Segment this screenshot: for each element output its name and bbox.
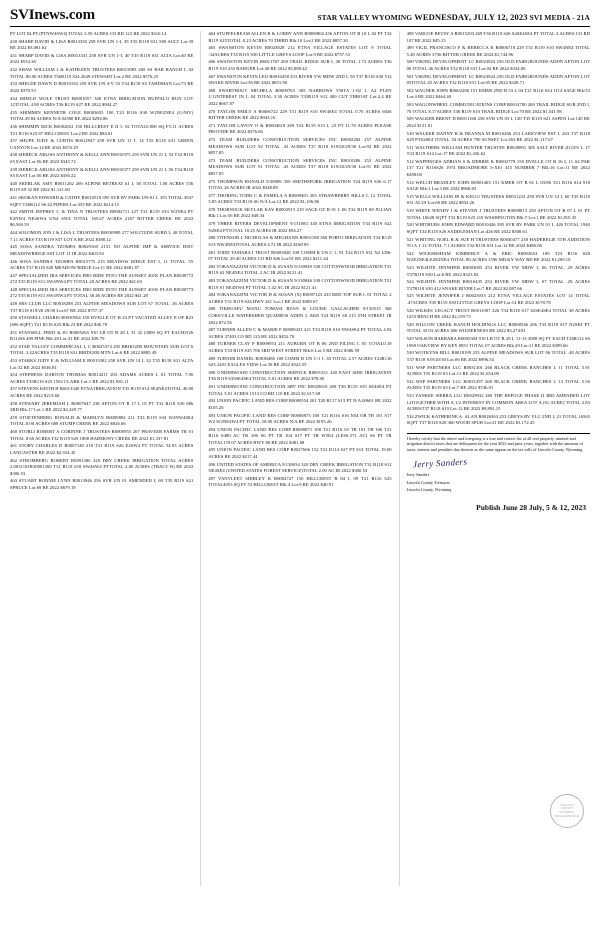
delinquent-tax-entry: 489 TURNER DANIEL R0030486 100 COMM R UN C-1 I, 30 TOTAL 2.57 ACRES T24R116 S23 2281 EAGLES VIEW Lot:30 RE 2022 $522.55 (208, 355, 392, 368)
delinquent-tax-entry: 431 SHARP DAVID & LISA R0013331 258 SVR UN 1-I, 40 T35 R118 S31 ALTA Lot:40 RE 2022 $534.36 (10, 52, 194, 65)
delinquent-tax-entry: 452 STAR VALLEY COMMERCIAL I, C R0025374 205 BRIKGER MOUNTAIN SUB LOT 6 TOTAL 3.42ACRES T35 R118 S31 BRIDGER MTN Lot:6 RE 2022 $885.49 (10, 343, 194, 356)
delinquent-tax-entry: 503 WAGONWHEEL COMMUNICATIONS CORP R0014700 269 TRAIL RIDGE SUB 2ND I, 70 TOTAL 8.17ACRES T36 R119 S10 TRAIL RIDGE Lot:70 RE 2022 $1,541.98 (406, 102, 590, 114)
delinquent-tax-entry: 499 VIGIL FRANCISCO F & REBECCA K R0006718 229 T31 R119 S10 SW4NE4 TOTAL 5.40 ACRES 3736 BITTER CREEK RE 2022 $1,744.96 (406, 45, 590, 57)
delinquent-tax-entry: 464 STUFFELBEAM ALLEN R & LORRY ANN R0000804 256 AFTON OT B 10 I, 02 PT T32 R119 S25TOTAL 0.23 ACRES 70 THIRD Blk:10 Lot:2 RE 2022 $857.30 (208, 31, 392, 43)
delinquent-tax-entry: 439 SIEBECK ARLISS ANTHONY & KELLI ANN R0010377 259 SVR UN 21 I, 56 T34 R118 S5 EAST Lot:56 RE 2022 $356.22 (10, 166, 194, 179)
delinquent-tax-entry: 528 WILLOW CREEK RANCH HOLDINGS LLC R0008546 206 T33 R118 S17 N2SE4 PT TOTAL 35.03 ACRES 406 WILDERNESS RE 2022 $3,274.81 (406, 321, 590, 334)
delinquent-tax-entry: 479 THREE RIVERS DEVELOPMENT 9/131083 340 ETNA IRRIGATION T34 R119 S22 N2SE4 PTTOTAL 10.25 ACRES IR 2022 $94.27 (208, 221, 392, 233)
delinquent-tax-entry: 501 VIKING DEVELOPMENT LC R0023824 250 OLD FAIRGROUNDS ADDN AFTON LOT 05TOTAL.45 ACRES T32 R118 S31 Lot:05 RE 2022 $328.71 (406, 73, 590, 86)
delinquent-tax-entry: 520 WHITHURS JOHN EDWARD R0010426 395 SVR RV PARK UN 01 I, 426 TOTAL 1940 SQFT T34 R118 S26 SADDLEMAN Lot:426 RE 2022 $308.61 (406, 222, 590, 234)
column-2-entries (208, 31, 391, 489)
delinquent-tax-entry: 523 WILHITE JENNIFER R0003005 253 RIVER VW MDW I, 06 TOTAL .29 ACRES T37R119 S30 Lot:6 RE 2022 $323.82 (406, 265, 590, 277)
delinquent-tax-entry: 531 WSP PARTNERS LLC R0031301 260 BLACK CREEK RANCHES I, 11 TOTAL 5.91 ACRES T35 R119 S3 Lot:11 RE 2022 $1,654.09 (406, 364, 590, 377)
delinquent-tax-entry: 497 VANVLEET SHIRLEY K R0002727 150 HILLCREST B 04 I, 09 T21 R116 S25 TOTAL4053 SQ FT 53 HILLCREST Blk:4 Lot:9 RE 2022 $40.91 (208, 475, 392, 488)
delinquent-tax-entry: 434 SHIELD WOLF TRUST R0001057 340 ETNA IRRIGATION BUFFALO RUN LOT 12TOTAL 4.98 ACRES T36 R119 S27 RE 2022 $944.27 (10, 95, 194, 108)
delinquent-tax-entry: 467 SWANSTON KEVIN LEO R0016458 253 RIVER VW MDW 2ND I, 56 T37 R118 S30 512 SNAKE RIVER Lot:56 RE 2022 $651.90 (208, 73, 392, 86)
certification-note: I hereby certify that the above and foregoing is a true and correct list of all real property, mineral and irrigation district taxes that are delinquent for the year 2022 and prior years, together with the amounts of taxes, interest and penalties due thereon as the same appear on the tax rolls of Lincoln County, Wyoming. (406, 435, 584, 453)
delinquent-tax-entry: 478 THORNOCK SKYLAR KAY R0002915 219 SAGE OT B 01 L 06 T32 R119 S8 JULIAN Blk:1 Lot:56 RE 2022 $48.34 (208, 206, 392, 219)
delinquent-tax-entry: 525 WILHITE JENNIFER I R0023033 212 ETNA VILLAGE ESTATES LOT 14 TOTAL .47ACRES T35 R119 S30 LITTLE GREYS LOOP Lot:14 RE 2022 $178.78 (406, 293, 590, 305)
delinquent-tax-entry: 492 UNION PACIFIC LAND RES CORP R0000554 201 T20 R117 S13 PT N/A 00601 RE 2022 $105.26 (208, 398, 392, 410)
delinquent-tax-entry: 457 STEVENS KEITH H R0013340 ETNA IRRIGATION T35 R119 S14 SE4NE4TOTAL 40.00 ACRES RE 2022 $213.60 (10, 386, 194, 398)
delinquent-tax-entry: 444 SOLOMON JON J & LISA L TRUSTEES R0030989 277 SOLITUDE SUBD I, 40 TOTAL 7.11 ACRES T33 R119 S37 LOT A RE 2022 $388.12 (10, 230, 194, 242)
delinquent-tax-entry: 533 YANKEE SIERRA LLC R0029932 269 THE REFUGE PHASE II 3RD AMENDED LOT 12TOGETHER WITH A 1/2 INTEREST IN COMMON AREA LOT A (01 ACRE) TOTAL 2.83 ACREST37 R118 S19 Lot:12 RE 2022 $9,892.15 (406, 392, 590, 412)
columns-container (10, 31, 590, 886)
delinquent-tax-entry: 495 UNION PACIFIC LAND RES CORP R0027666 152 T21 R114 S27 PT S14 TOTAL 19.00 ACRES RE 2022 $217.44 (208, 447, 392, 459)
delinquent-tax-entry: 480 TITENSOR I. NICHOLAS & MEGHANN R0091180 360 PORTO IRRIGATION T34 R119 S13 NW4NE4TOTAL ACRES 4.72 IR 2022 $168.09 (208, 235, 392, 247)
delinquent-tax-entry: 498 VARCOE BETSY A R0015293 269 T36 R119 S26 S2SE4SE4 PT TOTAL 5.ACRES CO RD 107 RE 2022 $45.15 (406, 31, 590, 43)
delinquent-tax-entry: 515 WELLS WILLIAM JR & KELCI TRUSTEES R0031233 258 SVR UN 14 I, 60 T35 R118 S31 ALTA Lot:60 RE 2022 $833.26 (406, 193, 590, 206)
delinquent-tax-entry: 447 SPECIALIZED IRA SERVICES FBO RIDE INTO THE SUNSET 401K PLAN R0030772 272 T35 R119 S11 SW4NW4 PT TOTAL 20 ACRES RE 2022 $41.63 (10, 272, 194, 285)
certification-block (407, 433, 590, 493)
delinquent-tax-entry: 451 STANSELL FRED & JO R0005265 910 LB OT B 28 I, 31 32 (3000 SQ FT EACH)T26 R112S6 489 PINE Blk:28 Lot:31 RE 2022 $38.79 (10, 329, 194, 342)
delinquent-tax-entry: 524 WILHITE JENNIFER R0016435 253 RIVER VW MDW I, 07 TOTAL .29 ACRES T37R118 S30 412 SNAKE RIVER Lot:7 RE 2022 $2,087.66 (406, 279, 590, 291)
delinquent-tax-entry: 435 SHIMMIN KENNETH COLE R0003655 100 T23 R116 S30 W2NE2NE4 (G-NIV) TOTAL39.84 ACRES N/A 02580 RE 2022 $294.86 (10, 109, 194, 122)
delinquent-tax-entry: 534 ZWICK KATHERINE A: ALAN R0026363 253 GREYS RV VLG 2ND I, 21 TOTAL 16565 SQFT T37 R118 S20 360 WOOD SPUR Lot:21 RE 2022 $3,172.45 (406, 413, 590, 426)
masthead-section: SVI MEDIA - 21A (529, 13, 590, 22)
delinquent-tax-entry: 470 TAYLOR EMILY A R0006722 229 T31 R119 S10 SW4SE4 TOTAL 0.70 ACRES 6026 BITTER CREEK RE 2022 $943.16 (208, 108, 392, 121)
delinquent-tax-entry: 475 THOMPSON RONALD 9/30009 350 SMITHSFORK IRRIGATION T24 R119 S36 6.17 TOTAL 26 ACRES IR 2022 $348.89 (208, 178, 392, 191)
delinquent-tax-entry: 514 WELCH BRADLEY JOHN R0001463 151 KMER OT B 01 L 03/86 T21 R116 S14 918 SAGE Blk:1 Lot:3 RE 2022 $968.83 (406, 179, 590, 192)
masthead-meta (317, 12, 590, 23)
delinquent-tax-entry: 496 UNITED STATES OF AMERICA 9/130034 320 DRY CREEK IRRIGATION T31 R118 S12 NE4SE4 (UNITED STATES FOREST SERVICE)TOTAL 2.00 AC IR 2022 $300.53 (208, 461, 392, 474)
delinquent-tax-entry: 486 TIKRUAFU MANU TOMASI RYAN & LOUISE GALLAGHER 9/130515 360 COKEVILLE WATERSHED QUADROS ADDN I, 0405 T24 R119 S8 215 5TH STREET IR 2022 $72.56 (208, 306, 392, 325)
column-3-entries (407, 31, 590, 427)
delinquent-tax-entry: 482 TOKANAZZINI VICTOR D & SUSAN 9/130849 330 COTTONWOOD IRRIGATION T31 R119 S2 NE4NE4 TOTAL 2 AC IR 2022 $121.41 (208, 263, 392, 276)
delinquent-tax-entry: 509 WALKER BRENT D R0011168 258 SVR UN 03 I, 120 T35 R119 S21 ASPEN Lot:120 RE 2022 $121.01 (406, 116, 590, 128)
delinquent-tax-entry: 532 WSP PARTNERS LLC R0031297 260 BLACK CREEK RANCHES I, 13 TOTAL 5.56 ACRES T35 R119 S3 Lot:7 RE 2022 $746.91 (406, 378, 590, 391)
delinquent-tax-entry: Jerry Sanders (406, 472, 430, 478)
masthead-paper: STAR VALLEY WYOMING (317, 13, 413, 22)
delinquent-tax-entry: 519 WHITE WENDY I & STEVEN J TRUSTEES R0009813 250 AFTON OT B 07 L 01 PT TOTAL 16628 SQFT T32 R119 S25 210 WASHINGTON Blk:7 Lot:1 RE 2022 $1,810.35 (406, 208, 590, 220)
delinquent-tax-entry: 438 SIEBECK ARLISS ANTHONY & KELLI ANN R0010375 259 SVR UN 21 I, 54 T34 R118 S5 EAST Lot:56 RE 2022 $345.72 (10, 152, 194, 164)
delinquent-tax-entry: 461 STORY CHARLES D R0007140 218 T31 R119 S26 E2SW4 PT TOTAL 54.93 ACRES LANCASTER RE 2022 $2,354.45 (10, 443, 194, 455)
delinquent-tax-entry: 511 WALTHERS WILLIAM HUNTER TRUSTEE R0028891 385 SALT RIVER (IG)TS I, 17 T33 R119 S14 Lot:17 RE 2022 $1,436.62 (406, 144, 590, 157)
delinquent-tax-entry: 526 WILKES LEGACY TRUST R0011007 226 T34 R118 S17 S2SE4SE4 TOTAL 30 ACRES 1253 BENCH RE 2022 $2,159.75 (406, 307, 590, 320)
delinquent-tax-entry: 477 THORING TODD C & PAMELA A R0009401 205 STRAWBERRY HILLS I, 12 TOTAL 5.85 ACRES T33 R118 S6 N/A Lot:12 RE 2022 $1,106.86 (208, 192, 392, 205)
column-1-entries (10, 31, 193, 491)
delinquent-tax-entry: 468 SWARTHOUT MICHELA R0009763 305 NARROWS VISTA 1-02 I, A2 PLEN 1/12NTEREST IN L 04 TOTAL 3.30 ACRES T33R119 S12 400 CUT THROAT Lot:2,4 RE 2022 $667.87 (208, 87, 392, 106)
divider (407, 433, 590, 434)
delinquent-tax-entry: 502 WAGNER JOHN R0002286 151 KMER 2ND B 53 L 04 T21 R116 S24 1114 SAGE Blk:53 Lot:4 RE 2022 $464.40 (406, 87, 590, 100)
masthead-title: SVInews.com (10, 7, 95, 23)
signature-lines (407, 472, 590, 493)
delinquent-tax-entry: 430 SHARP DAVID & LISA R0013330 258 SVR UN 1-I, 39 T35 R118 S31 580 AULT Lot:39 RE 2022 $3,081.62 (10, 38, 194, 51)
delinquent-tax-entry: 522 WICKERSHAM KIMBERLY A & ERIC R0003654 100 T23 R116 S28 W2E2NE4LE2E2NE4 TOTAL 80.ACRES 1596 MILKY WAY RD RE 2022 $1,269.10 (406, 250, 590, 263)
delinquent-tax-entry: 466 SWANSTON KEVIN R0011767 269 TRAIL RIDGE SUB I, 40 TOTAL 1.73 ACRES T36 R119 S10 233 BADGER Lot:40 RE 2022 $5,889.42 (208, 59, 392, 71)
delinquent-tax-entry: 488 TURNER CLAY P R0009953 211 AUBURN OT B 06 2ND FILING I, 05 TOTAL0.18 ACRES T33 R119 S35 706 3RD WEST STREET Blk:6 Lot:5 RE 2022 $386.59 (208, 341, 392, 353)
column-2 (200, 31, 391, 886)
delinquent-tax-entry: 449 SRS CLUB LLC R0018288 253 ALPINE MEADOWS SUB LOT 67 TOTAL .36 ACRES T37 R118 S19/20 29/30 Lot:67 RE 2022 $757.37 (10, 301, 194, 313)
delinquent-tax-entry: 463 STUART BONNIE LYNN R0013946 256 SVR UN 01 AMENDED I, 69 T35 R119 S21 SPRUCE Lot:69 RE 2022 $679.19 (10, 478, 194, 490)
delinquent-tax-entry: 450 STANSELL CHARIS R0030564 150 DVELLE OT B 23 PT VACATED ALLEY E OF B23 (606 SQFT) T21 R116 S25 Blk:23 RE 2022 $46.78 (10, 315, 194, 327)
delinquent-tax-entry: 440 SKERLAK AMY R0011262 269 ALPINE RETREAT #1 I, 38 TOTAL 1.00 ACRES T36 R119 S9 32 RE 2022 $1,121.60 (10, 180, 194, 193)
delinquent-tax-entry: Lincoln County, Wyoming (406, 486, 452, 492)
delinquent-tax-entry: 460 STORLI ROBERT A CORINNE J TRUSTEES R0000955 207 PRAVEER FARMS TR 01 TOTAL 8.60 ACRES T32 R119 S29 1808 HARMONY CREEK RE 2022 $1,337.81 (10, 429, 194, 441)
delinquent-tax-entry: 481 TODD TAMARA I TRUST R0003828 100 COMM R UN C 1, 91 T24 R115 S31 N2 LD6-07 TOTAL 39.40 ACRES CO RD 306 Lot:91 RE 2022 $211.44 (208, 249, 392, 262)
delinquent-tax-entry: 471 TAYLOR LAVOY O & R0004618 269 T24 R119 S13 I, 23 PT 11.70 ACRES PLEASE PROVIDE RE 2022 $376.06 (208, 122, 392, 135)
delinquent-tax-entry: 529 WILSON BARBARA R0005304 910 LB OT B 29 I, 11-13 3000 SQ FT EACH T26R112 S6 1969 OAKVIEW BY KEY 0851 TOTAL 07 ACRES Blk:29 Lot:11 RE 2022 $389.66 (406, 336, 590, 348)
delinquent-tax-entry: 473 TEAM BUILDERS CONSTRUCTION SERVICES INC R0010286 253 ALPINE MEADOWS SUB LOT 91 TOTAL .43 ACRES T37 R118 S19/20/29/30 Lot:91 RE 2022 $857.05 (208, 157, 392, 176)
delinquent-tax-entry: 484 TOKANAZZINI VICTOR D & SUSAN (X) R0007123 233 RED TOP SUB I, 01 TOTAL 2 ACRES T31 R119 S24 HWY 241 Lot:1 RE 2022 $380.67 (208, 292, 392, 304)
delinquent-tax-entry: 465 SWANSTON KEVIN R0023828 212 ETNA VILLAGE ESTATES LOT 9 TOTAL .34ACRES T35 R119 S30 LITTLE GREYS LOOP Lot:9 RE 2022 $757.53 (208, 45, 392, 57)
delinquent-tax-entry: 441 SKOKAN EDWARD & CATHY R0010510 395 SVR RV PARK UN-01 I, 355 TOTAL 3947 SQFT T26R112 S6 42 PIPERS Lot:355 RE 2022 $214.15 (10, 195, 194, 207)
delinquent-tax-entry: 530 WOTKYNS BILL R0018199 253 ALPINE MEADOWS SUB LOT 06 TOTAL .48 ACRES T37 R118 S19/20/30 Lot:06 RE 2022 $996.54 (406, 350, 590, 362)
delinquent-tax-entry: 437 SHUPE JUDY & CURTIS R0012947 258 SVR UN 11 I, 14 T35 R118 S31 GREEN CANYON Lot:14 RE 2022 $553.29 (10, 138, 194, 150)
delinquent-tax-entry: 500 VIKING DEVELOPMENT LC R0023823 250 OLD FAIRGROUNDS ADDN AFTON LOT 06 TOTAL.46 ACRES T32 R118 S31 Lot:04 RE 2022 $334.00 (406, 59, 590, 71)
delinquent-tax-entry: 472 TEAM BUILDERS CONSTRUCTION SERVICES INC R0002282 257 ALPINE MEADOWS SUB LOT 92 TOTAL .43 ACRES T37 R118 S19/20/29/30 Lot:92 RE 2022 $857.05 (208, 137, 392, 156)
delinquent-tax-entry: 512 WAPPINGES ADRIAN S & DEBBIE K R0002779 150 DVELLE OT B 16 L 11 S2 PAR 137 T21 R116S26 1974 BROADMORE I+X61 415 NUMBER 7 Blk:16 Lot:11 RE 2022 $288.00 (406, 158, 590, 177)
delinquent-tax-entry: 442 SMITH JEFFREY C & TINA N TRUSTEES R0002711 227 T31 R119 S33 W2NE4 PT E2NW4 NE4SW4 UN4 SW4 TOTAL 165.67 ACRES 2167 BITTER CREEK RE 2022 $6,560.59 (10, 209, 194, 228)
column-3 (399, 31, 590, 886)
delinquent-tax-entry: 448 SPECIALIZED IRA SERVICES FBO RIDE INTO THE SUNSET 401K PLAN R0030773 272 T35 R119 S11 SW4NW4 PT TOTAL 38.46 ACRES RE 2022 $41.28 (10, 286, 194, 299)
delinquent-tax-entry: 433 SHELDE DAWN D R0010192 259 SVR UN 4-V 33 T34 R118 S5 TAHDMAN Lot:73 RE 2022 $370.53 (10, 81, 194, 93)
delinquent-tax-entry: 493 UNION PACIFIC LAND RES CORP R0000873 100 T21 R116 S16 N54 OR TR 101 S17 W2 W2NE4W4 PT TOTAL 58.00 ACRES N/A RE 2022 $195.26 (208, 412, 392, 425)
delinquent-tax-entry: 459 STOETENBERG RONALD & MARILYN R0009802 211 T33 R119 S34 W2NW4SE4 TOTAL 8.00 ACRES 688 STUMP CREEK RE 2022 $826.66 (10, 414, 194, 427)
delinquent-tax-entry: Lincoln County Treasurer (406, 479, 450, 485)
delinquent-tax-entry: 490 UNDERWOOD CONSTRUCTION SERVICE R0091351 340 EAST SIDE IRRIGATION T36 R119 S35SE4SE4 TOTAL 5.01 ACRES RE 2022 $78.00 (208, 369, 392, 382)
delinquent-tax-entry: 458 STEWART JEREMIAH L R0007647 238 AFTON OT B 17 L 01 PT T32 R118 S30 686 3RD Blk:17 Lot:1 RE 2022 $2,229.77 (10, 400, 194, 413)
delinquent-tax-entry: 494 UNION PACIFIC LAND RES CORP R0000871 100 T21 R116 S5 TR 101 TR 106 T21 R116 S480 AC TR 106 S6 PT TR 104 S17 PT TR W5E4 (LESS.571 AC) S6 PT TR TOTAL170.07 ACRES HWY 80 RE 2022 $481.68 (208, 426, 392, 445)
delinquent-tax-entry: 521 WHITING NOEL R & SUE H TRUSTEES R0030477 250 HADERELIE 5TH ADDITION TO A 1-12 TOTAL 7.1 ACRES T32 R118 S31 Lot:12 RE 2022 $486.06 (406, 236, 590, 249)
delinquent-tax-entry: 487 TURNER ALLEN C & MARIE F R0009433 221 T33 R118 S10 NW4SE4 PT TOTAL 4.94 ACRES 37403 CO RD 123 RE 2022 $452.70 (208, 327, 392, 339)
delinquent-tax-entry: 446 SOSA SANDRA TZOMPA R0015775 213 MEADOW RIDGE EST I, 11 TOTAL .55 ACRES T37 R118 S20 MEADOW RIDGE Lot:11 RE 2022 $481.87 (10, 258, 194, 271)
delinquent-tax-entry: 436 SHIMMIN RICK R0002652 150 HILLCREST E II 1, 02 TOTAL0.000 SQ FT,11 ACRES T21 R116 S25 87 HILLCREST Lot:2 RE 2022 $84.01 (10, 124, 194, 136)
delinquent-tax-entry: 445 SOSA SANDRA TZOMPA R0029160 2131 NO ALPINE IMP & SERVICE DIST MEADOWRIDGE SST LOT 11 IR 2022 $403.94 (10, 244, 194, 256)
column-1 (10, 31, 193, 886)
masthead-date: WEDNESDAY, JULY 12, 2023 (414, 12, 528, 22)
masthead (10, 8, 590, 27)
delinquent-tax-entry: 510 WALKER DANNY R & DEANNA M R0016266 253 LAKEVIEW EST I, 263 T37 R118 S29 PTS2SE4 TOTAL .54 ACRES 790 SUNSET Lot:263 RE 2022 $1,117.67 (406, 130, 590, 143)
county-seal: LINCOLN COUNTY WYOMING TREASURER SEAL (550, 794, 584, 828)
signature-image: Jerry Sanders (412, 456, 468, 470)
delinquent-tax-entry: 432 SHAW WILLIAM J & KATHLEEN TRUSTEES R0015083 269 SS BAR RANCH I, 02 TOTAL 80.00 ACRES T36R119 S24 2649 STEWART Lot:2 RE 2022 $576.25 (10, 67, 194, 79)
delinquent-tax-entry: 483 TOKANAZZINI VICTOR D & SUSAN 9/130846 330 COTTONWOOD IRRIGATION T31 R119 S1 NE4NW4 PT TOTAL 1.42 AC IR 2022 $121.41 (208, 278, 392, 290)
delinquent-tax-entry: 453 STARKS JUDY E & WILLIAM E R0013382 258 SVR UN 14 I, 32 T35 R118 S31 ALTA Lot:32 RE 2022 $546.81 (10, 358, 194, 370)
delinquent-tax-entry: PT LOT 04 PT (PTNW4SW4) TOTAL 3.50 ACRES CO RD 123 RE 2022 $316.14 (10, 31, 167, 36)
delinquent-tax-entry: 454 STEPHENS DARTON THOMAS R0014211 203 ADAMS ACRES I, 01 TOTAL 7.00 ACRES T35R119 S25 1502 CLARK Lot:1 RE 2022 $1,981.11 (10, 372, 194, 384)
publish-line: Publish June 28 July, 5 & 12, 2023 (476, 503, 586, 513)
delinquent-tax-entry: 462 STROMBERG ROBERT R0091386 320 DRY CREEK IRRIGATION TOTAL ACRES 2.0031181R30001300 T31 R118 S18 SW4SW4 PTTOTAL 2.00 ACRES (TRACT B) RE 2022 $306.53 (10, 457, 194, 476)
delinquent-tax-entry: 491 UNDERWOOD CONSTRUCTION SRV INC R0020618 269 T36 R119 S35 SE4SE4 PT TOTAL 5.01 ACRES 1513 CO RD 110 RE 2022 $1,617.68 (208, 384, 392, 396)
